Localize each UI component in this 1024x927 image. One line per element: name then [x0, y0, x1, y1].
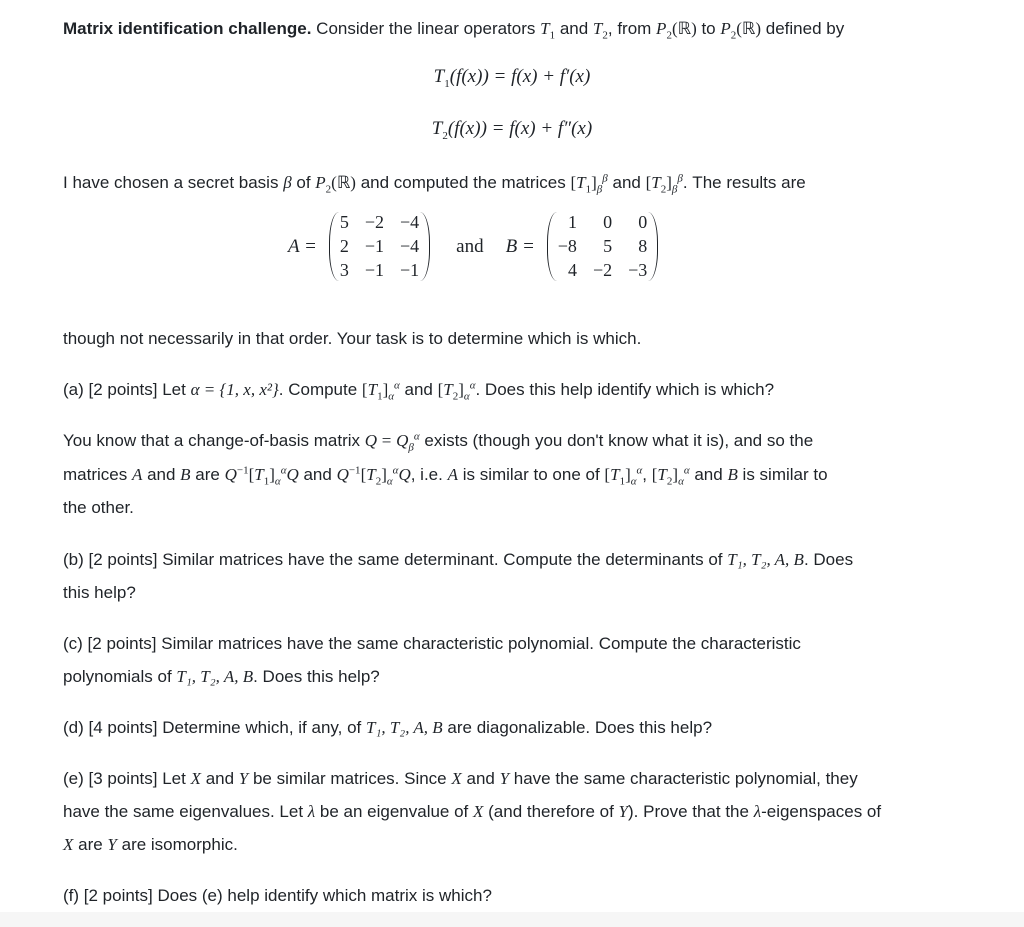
part-b-line2: this help?	[63, 583, 136, 602]
intro-line: Matrix identification challenge. Consider the linear operators $T_1$ and $T_2$, from $P_2(ℝ)$ to $P_2(ℝ)$ defined by	[63, 19, 845, 42]
matrices-display: A = 5 −2 −4 2 −1 −4 3 −1 −1 and B = 1 0 0 −8 5 8 4 −2 −3	[288, 212, 658, 281]
secret-basis-line: I have chosen a secret basis β of $P_2(ℝ)$ and computed the matrices $[T_1]_\beta^\beta$ and $[T_2]_\beta^\beta$. The results are	[63, 172, 806, 196]
equation-t2: $T_2(f(x)) = f(x) + f''(x)$	[431, 118, 593, 142]
change-basis-line3: the other.	[63, 498, 134, 517]
change-basis-line1: You know that a change-of-basis matrix $Q = Q_\beta^\alpha$ exists (though you don't know what it is), and so the	[63, 430, 814, 454]
part-b-line1: (b) [2 points] Similar matrices have the same determinant. Compute the determinants of T₁, T₂, A, B. Does	[63, 550, 854, 569]
part-f: (f) [2 points] Does (e) help identify which matrix is which?	[63, 886, 492, 905]
equation-t1: $T_1(f(x)) = f(x) + f'(x)$	[433, 66, 591, 90]
part-e-line1: (e) [3 points] Let X and Y be similar matrices. Since X and Y have the same characteristic polynomial, they	[63, 769, 858, 788]
matrix-b-label: B =	[505, 235, 535, 257]
part-c-line1: (c) [2 points] Similar matrices have the same characteristic polynomial. Compute the characteristic	[63, 634, 801, 653]
part-c-line2: polynomials of T₁, T₂, A, B. Does this help?	[63, 667, 380, 686]
order-note: though not necessarily in that order. Your task is to determine which is which.	[63, 329, 642, 348]
part-e-line2: have the same eigenvalues. Let λ be an eigenvalue of X (and therefore of Y). Prove that the λ-eigenspaces of	[63, 802, 882, 821]
bottom-strip	[0, 912, 1024, 927]
change-basis-line2: matrices A and B are $Q^{-1}[T_1]_\alpha^\alpha Q$ and $Q^{-1}[T_2]_\alpha^\alpha Q$, i.e. A is similar to one of $[T_1]_\alpha^\alpha$, $[T_2]_\alpha^\alpha$ and B is similar to	[63, 464, 828, 488]
problem-title: Matrix identification challenge.	[63, 19, 312, 38]
part-d: (d) [4 points] Determine which, if any, of T₁, T₂, A, B are diagonalizable. Does this help?	[63, 718, 713, 737]
matrix-a-label: A =	[288, 235, 317, 257]
part-a: (a) [2 points] Let α = {1, x, x²}. Compute $[T_1]_\alpha^\alpha$ and $[T_2]_\alpha^\alpha$. Does this help identify which is which?	[63, 379, 775, 403]
matrix-b: 1 0 0 −8 5 8 4 −2 −3	[547, 212, 658, 281]
part-e-line3: X are Y are isomorphic.	[63, 835, 238, 854]
matrix-a: 5 −2 −4 2 −1 −4 3 −1 −1	[329, 212, 430, 281]
